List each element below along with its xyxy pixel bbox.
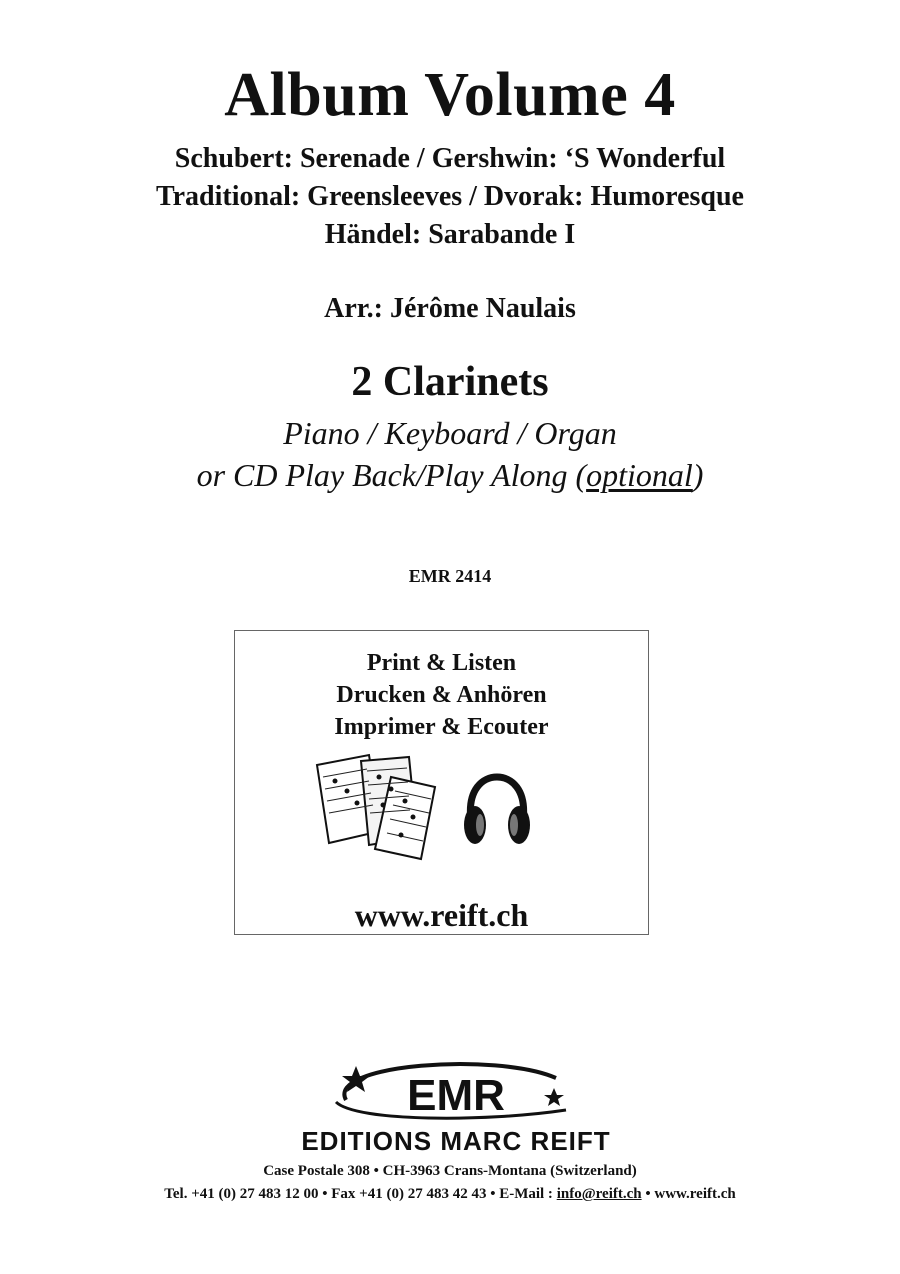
print-listen-line-de: Drucken & Anhören bbox=[336, 682, 547, 708]
accompaniment-text: or CD Play Back/Play Along ( bbox=[196, 457, 587, 493]
accompaniment-options bbox=[0, 412, 900, 496]
accompaniment-line-2 bbox=[0, 454, 900, 496]
print-listen-text bbox=[235, 647, 648, 743]
headphones-icon bbox=[461, 771, 533, 851]
web-text: • www.reift.ch bbox=[641, 1186, 736, 1202]
accompaniment-line-1: Piano / Keyboard / Organ bbox=[283, 415, 617, 451]
piece-line: Schubert: Serenade / Gershwin: ‘S Wonderful bbox=[174, 143, 726, 174]
instrumentation: 2 Clarinets bbox=[351, 359, 549, 405]
email-link[interactable]: info@reift.ch bbox=[556, 1186, 642, 1202]
piece-line: Traditional: Greensleeves / Dvorak: Humoresque bbox=[156, 181, 744, 212]
piece-list bbox=[0, 140, 900, 254]
print-listen-line-en: Print & Listen bbox=[366, 650, 517, 676]
phone-fax-text: Tel. +41 (0) 27 483 12 00 • Fax +41 (0) 27 483 42 43 • E-Mail : bbox=[164, 1186, 557, 1202]
piece-line: Händel: Sarabande I bbox=[324, 219, 576, 250]
website-link[interactable]: www.reift.ch bbox=[354, 897, 529, 933]
publisher-name: EDITIONS MARC REIFT bbox=[301, 1126, 611, 1156]
album-title: Album Volume 4 bbox=[224, 61, 676, 129]
publisher-address: Case Postale 308 • CH-3963 Crans-Montana (Switzerland) bbox=[263, 1163, 637, 1179]
emr-logo bbox=[236, 1052, 676, 1156]
catalog-number: EMR 2414 bbox=[408, 566, 492, 586]
publisher-contact bbox=[0, 1186, 900, 1203]
print-listen-line-fr: Imprimer & Ecouter bbox=[334, 714, 549, 740]
print-listen-box bbox=[234, 630, 649, 935]
sheet-music-icon bbox=[309, 751, 449, 863]
optional-label: optional bbox=[586, 457, 693, 493]
accompaniment-text-end: ) bbox=[692, 457, 704, 493]
logo-text: EMR bbox=[407, 1071, 505, 1120]
arranger-credit: Arr.: Jérôme Naulais bbox=[324, 293, 576, 324]
